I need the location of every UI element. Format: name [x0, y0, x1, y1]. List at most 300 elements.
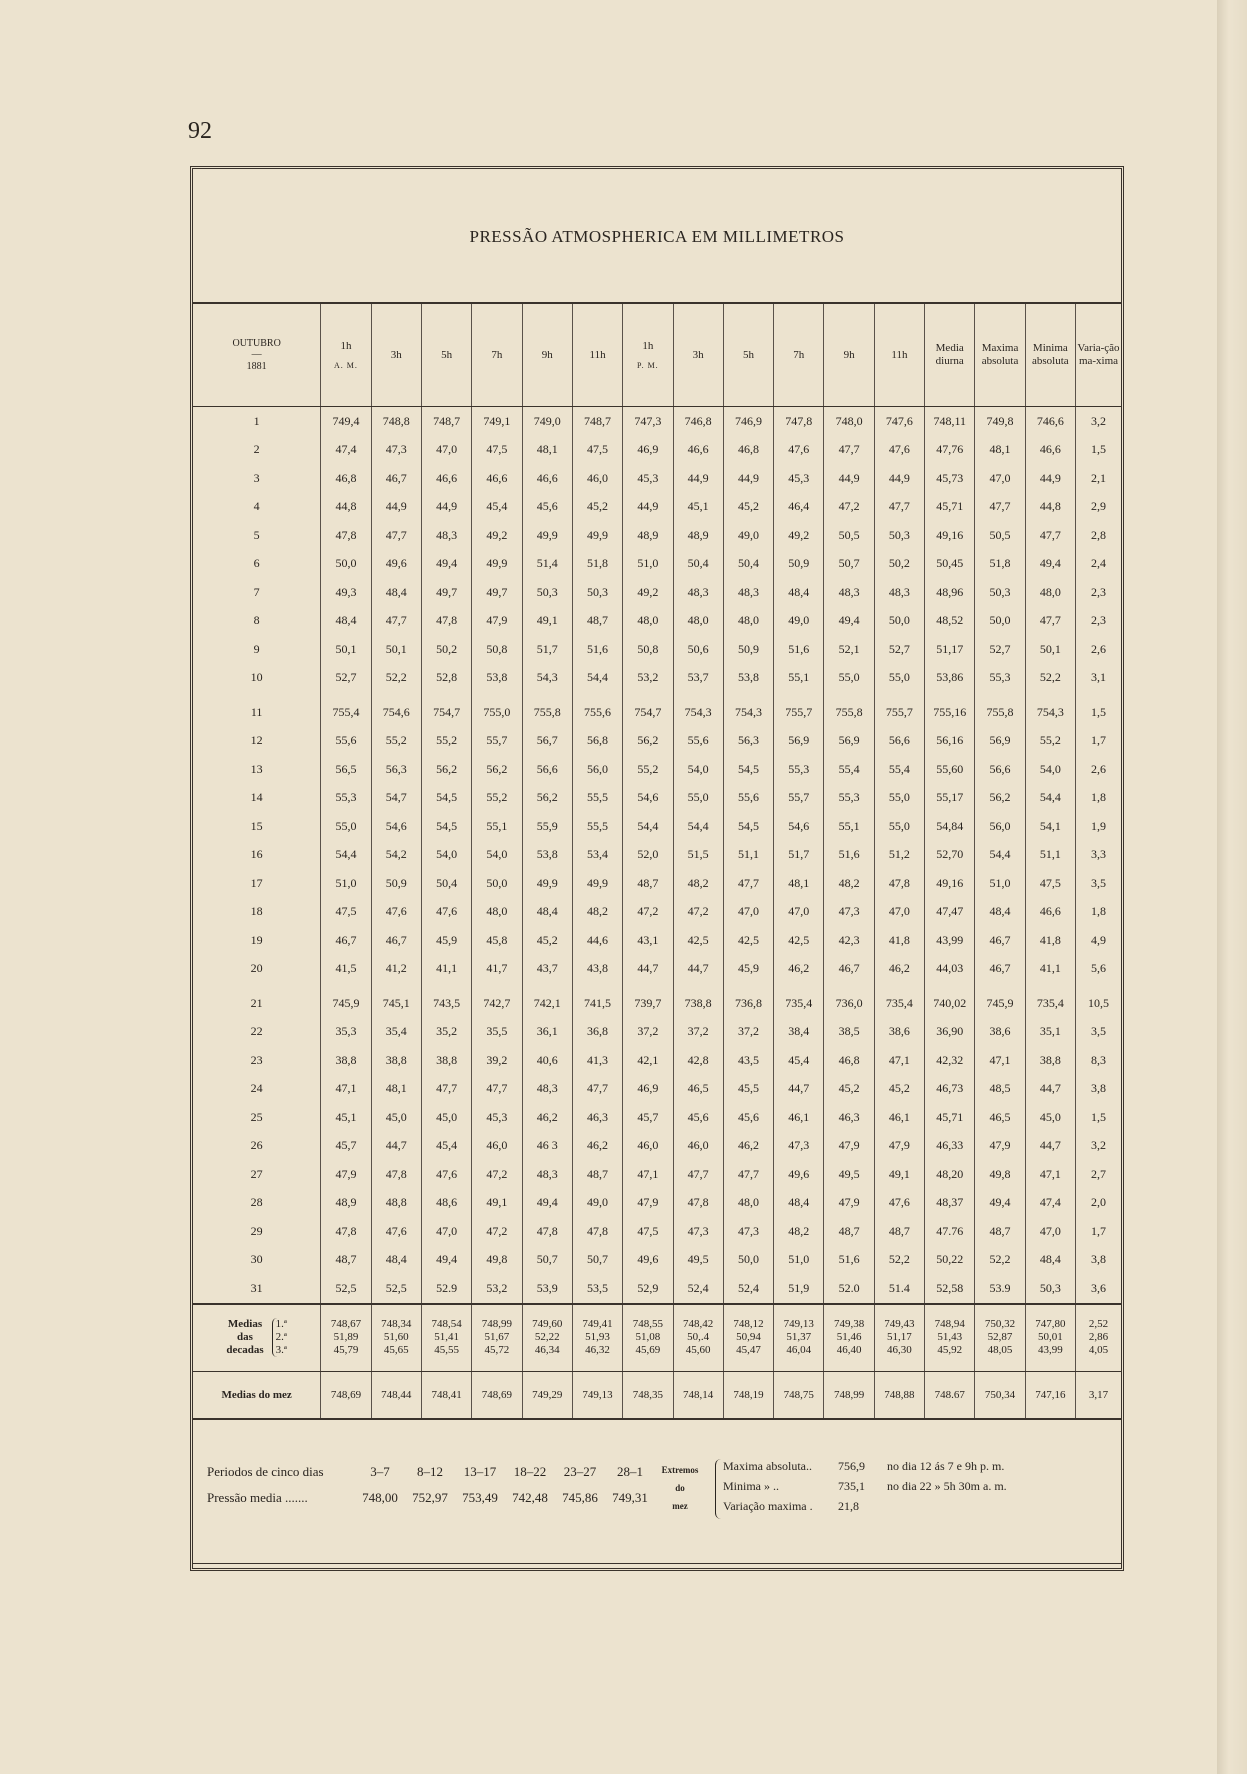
pressure-cell: 50,8	[472, 635, 522, 664]
pressure-cell: 55,3	[321, 784, 371, 813]
pressure-cell: 50,9	[774, 550, 824, 579]
variacao-cell: 3,8	[1076, 1246, 1122, 1275]
pressure-cell: 43,7	[522, 955, 572, 984]
hour-header	[371, 303, 421, 407]
media-cell: 47,47	[925, 898, 975, 927]
decade-mean-value: 48,05	[987, 1344, 1013, 1357]
hour-label: 7h	[793, 348, 805, 361]
pressure-cell: 46,7	[321, 926, 371, 955]
pressure-cell: 54,5	[421, 784, 471, 813]
pressure-cell: 47,2	[673, 898, 723, 927]
pressure-mean-value: 753,49	[462, 1490, 498, 1505]
pressure-cell: 46,0	[623, 1132, 673, 1161]
pressure-cell: 47,6	[774, 436, 824, 465]
pressure-cell: 52,4	[673, 1274, 723, 1304]
pressure-cell: 41,1	[421, 955, 471, 984]
pressure-cell: 48,4	[774, 1189, 824, 1218]
table-row	[193, 898, 1121, 927]
minima-cell: 47,7	[1025, 521, 1075, 550]
pressure-cell: 48,4	[371, 1246, 421, 1275]
table-frame	[190, 166, 1124, 1571]
pressure-cell: 45,4	[472, 493, 522, 522]
media-cell: 45,71	[925, 1103, 975, 1132]
pressure-cell: 45,7	[623, 1103, 673, 1132]
pressure-cell: 48,1	[774, 869, 824, 898]
pressure-cell: 48,3	[522, 1075, 572, 1104]
maxima-cell: 53.9	[975, 1274, 1025, 1304]
minima-cell: 46,6	[1025, 898, 1075, 927]
pressure-cell: 56,2	[623, 727, 673, 756]
minima-cell: 44,7	[1025, 1132, 1075, 1161]
pressure-cell: 55,3	[774, 755, 824, 784]
pressure-cell: 52,1	[824, 635, 874, 664]
decade-mean-value: 749,60	[532, 1317, 563, 1330]
media-cell: 49,16	[925, 521, 975, 550]
pressure-cell: 47,0	[723, 898, 773, 927]
pressure-cell: 47,7	[723, 1160, 773, 1189]
pressure-cell: 56,2	[472, 755, 522, 784]
media-cell: 48,52	[925, 607, 975, 636]
pressure-cell: 46,4	[774, 493, 824, 522]
table-row	[193, 1217, 1121, 1246]
pressure-cell: 48,0	[723, 1189, 773, 1218]
periods-block	[207, 1459, 657, 1511]
table-row	[193, 1132, 1121, 1161]
table-row	[193, 436, 1121, 465]
extremes-label	[647, 1461, 713, 1515]
variacao-cell: 1,7	[1076, 727, 1122, 756]
pm-label: P. M.	[637, 360, 659, 370]
maxima-cell: 47,0	[975, 464, 1025, 493]
media-cell: 43,99	[925, 926, 975, 955]
month-mean-cell: 749,13	[572, 1371, 622, 1419]
pressure-cell: 743,5	[421, 983, 471, 1018]
decade-mean-value: 51,67	[484, 1330, 510, 1343]
am-label: A. M.	[334, 360, 358, 370]
page-number: 92	[188, 118, 212, 144]
decade-mean-value: 749,13	[783, 1317, 814, 1330]
minima-cell: 746,6	[1025, 407, 1075, 436]
media-cell: 42,32	[925, 1046, 975, 1075]
pressure-cell: 47,5	[321, 898, 371, 927]
pressure-cell: 51,4	[522, 550, 572, 579]
decade-mean-value: 748,12	[733, 1317, 764, 1330]
maxima-cell: 51,0	[975, 869, 1025, 898]
pressure-cell: 54,3	[522, 664, 572, 693]
pressure-cell: 755,8	[522, 692, 572, 727]
decade-mean-value: 749,41	[582, 1317, 613, 1330]
decade-mean-value: 750,32	[984, 1317, 1016, 1330]
maxima-cell: 56,2	[975, 784, 1025, 813]
pressure-cell: 47,1	[321, 1075, 371, 1104]
pressure-cell: 50,2	[421, 635, 471, 664]
maxima-cell: 745,9	[975, 983, 1025, 1018]
pressure-cell: 47,8	[371, 1160, 421, 1189]
pressure-cell: 51,6	[824, 1246, 874, 1275]
pressure-cell: 47,8	[874, 869, 924, 898]
pressure-cell: 48,2	[673, 869, 723, 898]
month-mean-cell: 750,34	[975, 1371, 1025, 1419]
decade-mean-value: 50,.4	[687, 1330, 710, 1343]
pressure-cell: 55,0	[824, 664, 874, 693]
pressure-cell: 47,0	[774, 898, 824, 927]
minima-cell: 48,4	[1025, 1246, 1075, 1275]
pressure-cell: 38,8	[321, 1046, 371, 1075]
variacao-cell: 1,8	[1076, 898, 1122, 927]
brace	[715, 1459, 722, 1519]
pressure-cell: 52,8	[421, 664, 471, 693]
decade-means-label	[193, 1304, 321, 1372]
pressure-cell: 47,3	[371, 436, 421, 465]
pressure-cell: 54,4	[673, 812, 723, 841]
pressure-cell: 54,0	[472, 841, 522, 870]
variacao-cell: 2,1	[1076, 464, 1122, 493]
page-title: PRESSÃO ATMOSPHERICA EM MILLIMETROS	[469, 227, 845, 246]
minima-cell: 38,8	[1025, 1046, 1075, 1075]
pressure-mean-value: 749,31	[612, 1490, 648, 1505]
minima-cell: 41,1	[1025, 955, 1075, 984]
pressure-cell: 47,3	[723, 1217, 773, 1246]
maxima-cell: 50,5	[975, 521, 1025, 550]
decade-mean-value: 45,72	[484, 1344, 510, 1357]
month-mean-cell: 748,99	[824, 1371, 874, 1419]
pressure-cell: 50,5	[824, 521, 874, 550]
pressure-cell: 53,5	[572, 1274, 622, 1304]
pressure-cell: 44,9	[673, 464, 723, 493]
pressure-cell: 55,4	[874, 755, 924, 784]
variacao-cell: 1,5	[1076, 436, 1122, 465]
day-cell: 25	[250, 1109, 263, 1124]
pressure-cell: 53,7	[673, 664, 723, 693]
media-cell: 48,96	[925, 578, 975, 607]
month-means-row	[193, 1371, 1121, 1419]
maxima-cell: 56,6	[975, 755, 1025, 784]
day-cell: 20	[250, 961, 263, 976]
pressure-cell: 46,1	[874, 1103, 924, 1132]
pressure-cell: 49,8	[472, 1246, 522, 1275]
pressure-cell: 46,3	[824, 1103, 874, 1132]
decade-mean-value: 52,22	[534, 1330, 560, 1343]
pressure-cell: 47,7	[371, 521, 421, 550]
pressure-cell: 42,3	[824, 926, 874, 955]
pressure-mean-value: 745,86	[562, 1490, 598, 1505]
variacao-cell: 1,5	[1076, 692, 1122, 727]
maxima-cell: 50,3	[975, 578, 1025, 607]
pressure-cell: 736,8	[723, 983, 773, 1018]
pressure-cell: 54,6	[774, 812, 824, 841]
pressure-cell: 754,3	[673, 692, 723, 727]
media-cell: 55,60	[925, 755, 975, 784]
media-cell: 47,76	[925, 436, 975, 465]
variacao-cell: 1,5	[1076, 1103, 1122, 1132]
pressure-cell: 746,8	[673, 407, 723, 436]
pressure-cell: 49,4	[421, 550, 471, 579]
pressure-cell: 741,5	[572, 983, 622, 1018]
pressure-cell: 47,7	[572, 1075, 622, 1104]
table-row	[193, 407, 1121, 436]
day-cell: 23	[250, 1052, 263, 1067]
pressure-cell: 50,7	[522, 1246, 572, 1275]
pressure-cell: 54,0	[673, 755, 723, 784]
period-value: 28–1	[617, 1464, 643, 1479]
pressure-cell: 49,2	[623, 578, 673, 607]
pressure-cell: 37,2	[623, 1018, 673, 1047]
day-cell: 13	[250, 761, 263, 776]
month-mean-cell: 3,17	[1076, 1371, 1122, 1419]
decade-mean-value: 747,80	[1035, 1317, 1066, 1330]
pressure-cell: 45,2	[824, 1075, 874, 1104]
day-cell: 24	[250, 1081, 263, 1096]
pressure-cell: 44,7	[623, 955, 673, 984]
pressure-cell: 47,0	[421, 436, 471, 465]
pressure-cell: 47,8	[321, 521, 371, 550]
minima-cell: 46,6	[1025, 436, 1075, 465]
month-dash: —	[251, 349, 262, 361]
pressure-cell: 45,4	[774, 1046, 824, 1075]
hour-header	[723, 303, 773, 407]
pressure-cell: 45,9	[723, 955, 773, 984]
pressure-cell: 735,4	[774, 983, 824, 1018]
pressure-cell: 754,6	[371, 692, 421, 727]
pressure-cell: 45,6	[522, 493, 572, 522]
decade-means-cell	[673, 1304, 723, 1372]
pressure-cell: 47,1	[874, 1046, 924, 1075]
pressure-cell: 42,8	[673, 1046, 723, 1075]
pressure-cell: 56,2	[421, 755, 471, 784]
hour-label: 9h	[541, 348, 553, 361]
pressure-cell: 38,4	[774, 1018, 824, 1047]
variacao-cell: 2,8	[1076, 521, 1122, 550]
pressure-cell: 47,5	[472, 436, 522, 465]
hour-header	[522, 303, 572, 407]
pressure-cell: 51,5	[673, 841, 723, 870]
pressure-cell: 48,7	[572, 1160, 622, 1189]
pressure-cell: 35,5	[472, 1018, 522, 1047]
pressure-cell: 51,6	[572, 635, 622, 664]
decade-means-cell	[321, 1304, 371, 1372]
pressure-cell: 48,7	[572, 607, 622, 636]
pressure-cell: 48,4	[522, 898, 572, 927]
month-mean-cell: 748,14	[673, 1371, 723, 1419]
pressure-cell: 52,9	[623, 1274, 673, 1304]
pressure-cell: 52,7	[874, 635, 924, 664]
pressure-cell: 56,0	[572, 755, 622, 784]
media-cell: 53,86	[925, 664, 975, 693]
pressure-cell: 44,9	[824, 464, 874, 493]
table-row	[193, 1189, 1121, 1218]
pressure-cell: 54,2	[371, 841, 421, 870]
pressure-cell: 47,2	[472, 1217, 522, 1246]
pressure-cell: 47,6	[874, 1189, 924, 1218]
pressure-cell: 47,1	[623, 1160, 673, 1189]
scan-page-edge	[1217, 0, 1247, 1774]
pressure-cell: 56,6	[874, 727, 924, 756]
pressure-cell: 51,1	[723, 841, 773, 870]
pressure-cell: 41,2	[371, 955, 421, 984]
pressure-cell: 48,7	[623, 869, 673, 898]
pressure-cell: 49,4	[522, 1189, 572, 1218]
pressure-cell: 53,9	[522, 1274, 572, 1304]
pressure-cell: 54,5	[421, 812, 471, 841]
minima-cell: 54,4	[1025, 784, 1075, 813]
pressure-cell: 50,4	[673, 550, 723, 579]
pressure-cell: 46,8	[824, 1046, 874, 1075]
decade-mean-value: 51,08	[635, 1330, 661, 1343]
media-cell: 56,16	[925, 727, 975, 756]
pressure-cell: 44,9	[723, 464, 773, 493]
pressure-cell: 746,9	[723, 407, 773, 436]
maxima-cell: 46,5	[975, 1103, 1025, 1132]
pressure-cell: 36,1	[522, 1018, 572, 1047]
minima-cell: 54,0	[1025, 755, 1075, 784]
variacao-cell: 2,9	[1076, 493, 1122, 522]
pressure-cell: 45,5	[723, 1075, 773, 1104]
table-row	[193, 727, 1121, 756]
minima-cell: 45,0	[1025, 1103, 1075, 1132]
pressure-table	[193, 302, 1121, 1420]
pressure-cell: 52,4	[723, 1274, 773, 1304]
maxima-cell: 48,1	[975, 436, 1025, 465]
pressure-cell: 55,1	[774, 664, 824, 693]
month-means-label: Medias do mez	[193, 1371, 321, 1419]
period-value: 3–7	[370, 1464, 390, 1479]
month-mean-cell: 748,88	[874, 1371, 924, 1419]
pressure-cell: 739,7	[623, 983, 673, 1018]
decade-mean-value: 46,40	[836, 1344, 862, 1357]
period-value: 8–12	[417, 1464, 443, 1479]
pressure-cell: 45,3	[472, 1103, 522, 1132]
pressure-cell: 755,0	[472, 692, 522, 727]
pressure-cell: 755,7	[874, 692, 924, 727]
minima-cell: 51,1	[1025, 841, 1075, 870]
pressure-cell: 55,7	[774, 784, 824, 813]
table-row	[193, 955, 1121, 984]
maxima-cell: 56,0	[975, 812, 1025, 841]
pressure-cell: 52,5	[371, 1274, 421, 1304]
decade-mean-value: 51,60	[383, 1330, 409, 1343]
pressure-cell: 55,5	[572, 812, 622, 841]
pressure-cell: 738,8	[673, 983, 723, 1018]
pressure-cell: 55,2	[421, 727, 471, 756]
extreme-value: 735,1	[838, 1479, 865, 1493]
minima-cell: 754,3	[1025, 692, 1075, 727]
pressure-cell: 47,7	[472, 1075, 522, 1104]
pressure-cell: 50,1	[371, 635, 421, 664]
pressure-cell: 54,4	[623, 812, 673, 841]
pressure-cell: 48,3	[723, 578, 773, 607]
media-cell: 51,17	[925, 635, 975, 664]
pressure-cell: 56,7	[522, 727, 572, 756]
pressure-cell: 41,8	[874, 926, 924, 955]
pressure-cell: 47,8	[673, 1189, 723, 1218]
day-cell: 15	[250, 818, 263, 833]
variacao-cell: 3,8	[1076, 1075, 1122, 1104]
minima-cell: 44,7	[1025, 1075, 1075, 1104]
pressure-cell: 50,7	[572, 1246, 622, 1275]
pressure-cell: 51,6	[824, 841, 874, 870]
maxima-cell: 51,8	[975, 550, 1025, 579]
hour-label: 1h	[642, 340, 654, 353]
extreme-name: Maxima absoluta..	[723, 1459, 812, 1473]
month-mean-cell: 748,44	[371, 1371, 421, 1419]
pressure-cell: 48,0	[723, 607, 773, 636]
day-cell: 7	[253, 584, 260, 599]
pressure-cell: 747,3	[623, 407, 673, 436]
hour-header	[421, 303, 471, 407]
pressure-cell: 49,1	[874, 1160, 924, 1189]
table-row	[193, 1274, 1121, 1304]
table-row	[193, 578, 1121, 607]
pressure-cell: 49,6	[774, 1160, 824, 1189]
variacao-cell: 3,5	[1076, 869, 1122, 898]
pressure-cell: 755,8	[824, 692, 874, 727]
pressure-cell: 45,3	[623, 464, 673, 493]
pressure-cell: 46,2	[522, 1103, 572, 1132]
pressure-cell: 45,6	[723, 1103, 773, 1132]
pressure-cell: 48,9	[321, 1189, 371, 1218]
hour-label: 5h	[441, 348, 453, 361]
pressure-cell: 46,2	[874, 955, 924, 984]
pressure-cell: 54,4	[572, 664, 622, 693]
decade-means-cell	[925, 1304, 975, 1372]
maxima-cell: 48,4	[975, 898, 1025, 927]
minima-cell: 735,4	[1025, 983, 1075, 1018]
hour-header	[673, 303, 723, 407]
decade-mean-value: 43,99	[1037, 1344, 1063, 1357]
table-header-row	[193, 303, 1121, 407]
pressure-cell: 51,2	[874, 841, 924, 870]
media-cell: 50,22	[925, 1246, 975, 1275]
pressure-cell: 52.9	[421, 1274, 471, 1304]
minima-cell: 47,1	[1025, 1160, 1075, 1189]
pressure-cell: 38,8	[421, 1046, 471, 1075]
pressure-cell: 55,5	[572, 784, 622, 813]
media-cell: 50,45	[925, 550, 975, 579]
period-value: 23–27	[563, 1464, 597, 1479]
pressure-cell: 55,9	[522, 812, 572, 841]
pressure-cell: 46,2	[774, 955, 824, 984]
pressure-cell: 49,4	[824, 607, 874, 636]
pressure-cell: 55,3	[824, 784, 874, 813]
pressure-cell: 46,2	[572, 1132, 622, 1161]
pressure-cell: 44,7	[673, 955, 723, 984]
pressure-cell: 55,6	[673, 727, 723, 756]
pressure-cell: 48,3	[673, 578, 723, 607]
pressure-cell: 56,6	[522, 755, 572, 784]
minima-cell: 47,5	[1025, 869, 1075, 898]
decade-means-cell	[522, 1304, 572, 1372]
pressure-cell: 49,2	[472, 521, 522, 550]
extremes-label-line: Extremos	[661, 1465, 699, 1475]
pressure-cell: 50,6	[673, 635, 723, 664]
maxima-cell: 56,9	[975, 727, 1025, 756]
extreme-row	[723, 1459, 1004, 1474]
extreme-name: Variação maxima .	[723, 1499, 813, 1513]
pressure-cell: 47,5	[623, 1217, 673, 1246]
pressure-cell: 50,8	[623, 635, 673, 664]
minima-cell: 47,4	[1025, 1189, 1075, 1218]
pressure-cell: 56,8	[572, 727, 622, 756]
decade-mean-value: 51,41	[434, 1330, 459, 1343]
day-cell: 27	[250, 1166, 263, 1181]
maxima-cell: 749,8	[975, 407, 1025, 436]
maxima-cell: 755,8	[975, 692, 1025, 727]
day-cell: 19	[250, 932, 263, 947]
pressure-cell: 49,5	[673, 1246, 723, 1275]
pressure-cell: 48,0	[673, 607, 723, 636]
pressure-cell: 41,7	[472, 955, 522, 984]
pressure-cell: 56,9	[774, 727, 824, 756]
